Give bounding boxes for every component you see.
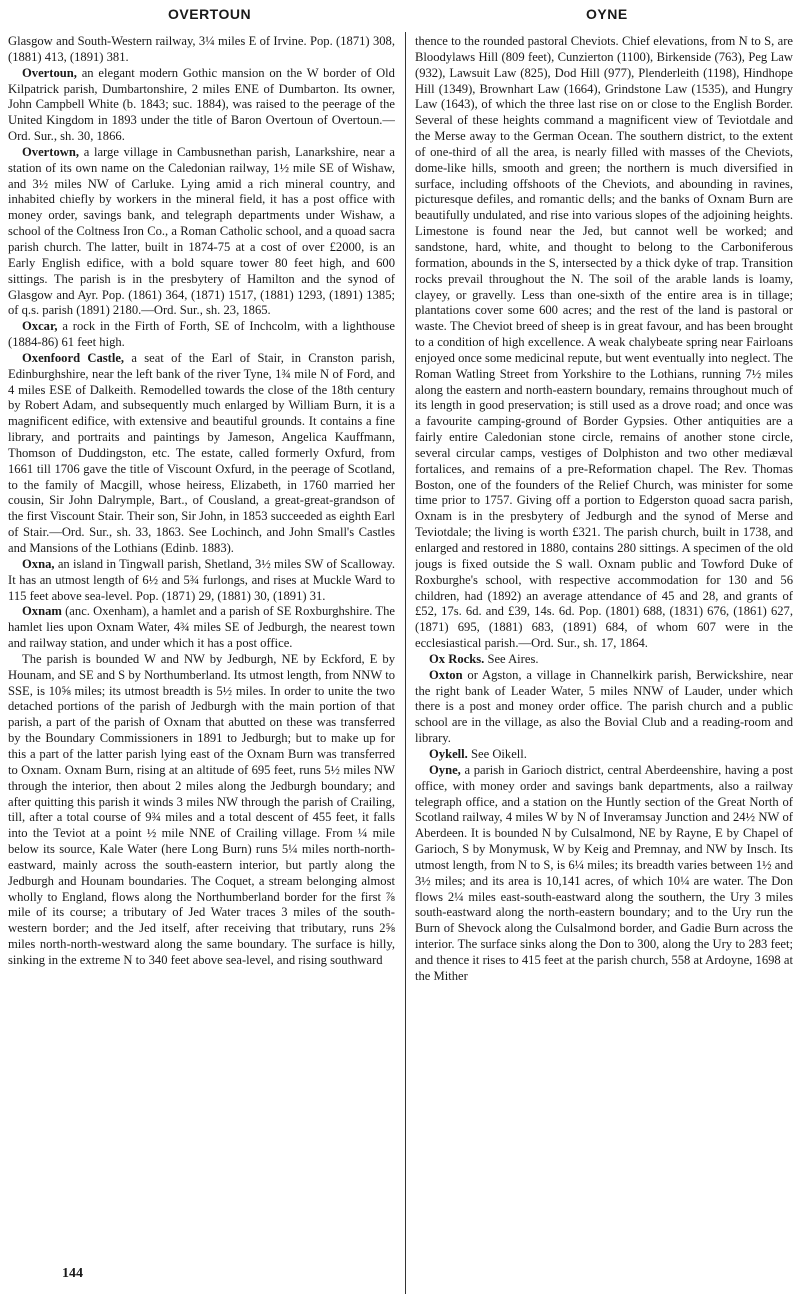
headword: Ox Rocks. bbox=[429, 651, 485, 666]
entry-text: a seat of the Earl of Stair, in Cranston parish, Edinburghshire, near the left bank of the river Tyne, 1¾ mile N of Ford, and 4 miles ESE of Dalkeith. Remodelled towards the close of the 18th century by Robert Adam, and subsequently much enlarged by William Burn, it is a magnificent edifice, with extensive and beautiful grounds. It contains a fine library, and portraits and paintings by Jameson, Angelica Kauffmann, Thomson of Duddingston, etc. The estate, called formerly Oxfurd, from 1661 till 1706 gave the title of Viscount Oxfurd, in the peerage of Scotland, to the family of Macgill, whose heiress, Elizabeth, in 1760 married her cousin, Sir John Dalrymple, Bart., of Cousland, a great-great-grandson of the first Viscount Stair. Their son, Sir John, in 1853 succeeded as eighth Earl of Stair.—Ord. Sur., sh. 33, 1863. See Lochinch, and John Small's Castles and Mansions of the Lothians (Edinb. 1883). bbox=[8, 350, 395, 555]
headword: Oxcar, bbox=[22, 319, 58, 334]
entry-text: The parish is bounded W and NW by Jedburgh, NE by Eckford, E by Hounam, and SE and S by Northumberland. Its utmost length, from NNW to SSE, is 10⅝ miles; its utmost breadth is 5½ miles. In order to unite the two detached portions of the parish of Jedburgh with the main portion of that parish, a part of the parish of Oxnam that abutted on these was transferred by the Boundary Commissioners in 1891 to Jedburgh; but to make up for this a part of the latter parish lying east of the Oxnam Burn was transferred to Oxnam. Oxnam Burn, rising at an altitude of 695 feet, runs 5½ miles NW through the interior, then about 2 miles along the Jedburgh boundary; and after quitting this parish it winds 3 miles NW through the parish of Crailing, till, after a total course of 9¾ miles and a total descent of 455 feet, it falls into the Teviot at a point ½ mile NNE of Crailing village. From ¼ mile below its source, Kale Water (here Long Burn) runs 5¼ miles north-north-eastward, mainly across the south-eastern interior, but partly along the Jedburgh and Hounam boundaries. The Coquet, a stream belonging almost wholly to England, flows along the Northumberland border for the first ⅞ mile of its course; a tributary of Jed Water traces 3 miles of the south-western border; and the Jed itself, after receiving that tributary, runs 2⅝ miles north-north-westward along the same boundary. The surface is hilly, sinking in the extreme N to 340 feet above sea-level, and rising southward bbox=[8, 651, 395, 967]
page-number: 144 bbox=[62, 1266, 83, 1281]
entry bbox=[8, 66, 395, 145]
entry-text: See Oikell. bbox=[471, 746, 527, 761]
entry-text: (anc. Oxenham), a hamlet and a parish of SE Roxburghshire. The hamlet lies upon Oxnam Water, 4¾ miles SE of Jedburgh, the nearest town and railway station, and under which it has a post office. bbox=[8, 604, 395, 651]
entry bbox=[415, 747, 793, 763]
entry-text: an elegant modern Gothic mansion on the W border of Old Kilpatrick parish, Dumbartonshire, 2 miles ENE of Dumbarton. Its owner, John Campbell White (b. 1843; suc. 1884), was raised to the peerage of the United Kingdom in 1893 under the title of Baron Overtoun of Overtoun.—Ord. Sur., sh. 30, 1866. bbox=[8, 65, 395, 144]
headword: Overtoun, bbox=[22, 65, 77, 80]
entry bbox=[415, 763, 793, 985]
headword: Oyne, bbox=[429, 762, 461, 777]
entry bbox=[8, 319, 395, 351]
entry bbox=[8, 145, 395, 319]
headword: Oxton bbox=[429, 667, 463, 682]
entry-text: a parish in Garioch district, central Aberdeenshire, having a post office, with money order and savings bank departments, also a railway telegraph office, and a station on the Huntly section of the Great North of Scotland railway, 4 miles W by N of Inveramsay Junction and 24½ NW of Aberdeen. It is bounded N by Culsalmond, NE by Rayne, E by Chapel of Garioch, S by Monymusk, W by Keig and Premnay, and NW by Insch. Its utmost length, from N to S, is 6¼ miles; its breadth varies between 1½ and 3½ miles; and its area is 10,141 acres, of which 10¼ are water. The Don flows 2¼ miles east-south-eastward along the southern, the Ury 3 miles south-eastward along the north-eastern boundary; and to the Ury run the Burn of Shevock along the Culsalmond border, and Gadie Burn across the interior. The surface sinks along the Don to 300, along the Ury to 283 feet; and thence it rises to 415 feet at the parish church, 558 at Ardoyne, 1698 at the Mither bbox=[415, 762, 793, 983]
headword: Overtown, bbox=[22, 144, 80, 159]
entry-text: an island in Tingwall parish, Shetland, 3½ miles SW of Scalloway. It has an utmost length of 6½ and 5¾ furlongs, and rises at Muckle Ward to 115 feet above sea-level. Pop. (1871) 29, (1881) 30, (1891) 31. bbox=[8, 556, 395, 603]
running-header bbox=[8, 4, 792, 28]
entry bbox=[415, 668, 793, 747]
entry-text: See Aires. bbox=[487, 651, 539, 666]
entry-text: Glasgow and South-Western railway, 3¼ miles E of Irvine. Pop. (1871) 308, (1881) 413, (1891) 381. bbox=[8, 34, 395, 64]
entry bbox=[415, 652, 793, 668]
entry bbox=[415, 34, 793, 652]
entry-text: thence to the rounded pastoral Cheviots. Chief elevations, from N to S, are Bloodylaws Hill (809 feet), Cunzierton (1100), Birkenside (763), Peg Law (932), Lawsuit Law (825), Dod Hill (977), Plenderleith (1198), Hindhope Hill (1349), Brownhart Law (1664), Grindstone Law (1535), and Hungry Law (1643), of which the three last rise on or close to the English Border. Several of these heights command a magnificent view of Teviotdale and the Merse away to the German Ocean. The southern district, to the extent of one-third of all the area, is nearly filled with masses of the Cheviots, dome-like hills, smooth and green; the northern is much diversified in surface, including offshoots of the Cheviots, and abounding in ravines, picturesque defiles, and romantic dells; and the banks of Oxnam Burn are beautifully undulated, and rise into various slopes of the adjoining heights. Limestone is found near the Jed, but cannot well be worked; and sandstone, hard, white, and thought to belong to the Carboniferous formation, abounds in the S, intersected by a thick dyke of trap. Transition rocks prevail throughout the N. The soil of the arable lands is loamy, clayey, or gravelly. Less than one-sixth of the entire area is in tillage; plantations cover some 600 acres; and the rest of the land is pastoral or waste. The Cheviot breed of sheep is in great favour, and has been brought to a condition of high excellence. A weak chalybeate spring near Fairloans enjoyed once some medicinal repute, but went eventually into neglect. The Roman Watling Street from Yorkshire to the Lothians, running 7½ miles along the eastern and north-eastern boundary, remains throughout much of its length in good preservation; is still used as a drove road; and once was a favourite camping-ground of Border Gypsies. Other antiquities are a fairly entire Caledonian stone circle, remains of another stone circle, several circular camps, vestiges of Dolphiston and two other mediæval fortalices, and remains of a pre-Reformation chapel. The Rev. Thomas Boston, one of the founders of the Relief Church, was minister for some time prior to 1757. Giving off a portion to Edgerston quoad sacra parish, Oxnam is in the presbytery of Jedburgh and the synod of Merse and Teviotdale; the living is worth £321. The parish church, built in 1738, and enlarged and restored in 1880, contains 280 sittings. A specimen of the old jougs is fixed outside the S wall. Oxnam public and Towford Duke of Roxburghe's school, with respective accommodation for 130 and 56 children, had (1892) an average attendance of 45 and 28, and grants of £52, 17s. 6d. and £39, 14s. 6d. Pop. (1801) 688, (1831) 676, (1861) 627, (1871) 695, (1881) 683, (1891) 684, of whom 607 were in the ecclesiastical parish.—Ord. Sur., sh. 17, 1864. bbox=[415, 34, 793, 651]
headword: Oxenfoord Castle, bbox=[22, 350, 125, 365]
headword: Oykell. bbox=[429, 746, 468, 761]
entry bbox=[8, 652, 395, 969]
column-divider bbox=[405, 32, 406, 1294]
entry bbox=[8, 557, 395, 605]
entry-text: or Agston, a village in Channelkirk parish, Berwickshire, near the right bank of Leader Water, 5 miles NNW of Lauder, under which there is a post and money order office. The parish church and a public school are in the village, as also the Bovial Club and a reading-room and library. bbox=[415, 667, 793, 746]
entry bbox=[8, 34, 395, 66]
entry-text: a large village in Cambusnethan parish, Lanarkshire, near a station of its own name on the Caledonian railway, 1½ mile SE of Wishaw, and 3½ miles NW of Carluke. Lying amid a rich mineral country, and inhabited chiefly by workers in the mineral field, it has a post office with money order, savings bank, and telegraph departments under Wishaw, a school of the Coltness Iron Co., a Roman Catholic school, and a quoad sacra parish church. The latter, built in 1874-75 at a cost of over £2000, is an Early English edifice, with a bold square tower 80 feet high, and 600 sittings. The parish is in the presbytery of Hamilton and the synod of Glasgow and Ayr. Pop. (1861) 364, (1871) 1517, (1881) 1293, (1891) 1385; of q.s. parish (1891) 2180.—Ord. Sur., sh. 23, 1865. bbox=[8, 144, 395, 318]
headword: Oxnam bbox=[22, 604, 62, 619]
left-column bbox=[8, 34, 395, 1264]
entry-text: a rock in the Firth of Forth, SE of Inchcolm, with a lighthouse (1884-86) 61 feet high. bbox=[8, 319, 395, 350]
header-right: OYNE bbox=[586, 6, 628, 22]
right-column bbox=[415, 34, 793, 1296]
headword: Oxna, bbox=[22, 556, 55, 571]
entry bbox=[8, 604, 395, 652]
header-left: OVERTOUN bbox=[168, 6, 252, 22]
entry bbox=[8, 351, 395, 557]
